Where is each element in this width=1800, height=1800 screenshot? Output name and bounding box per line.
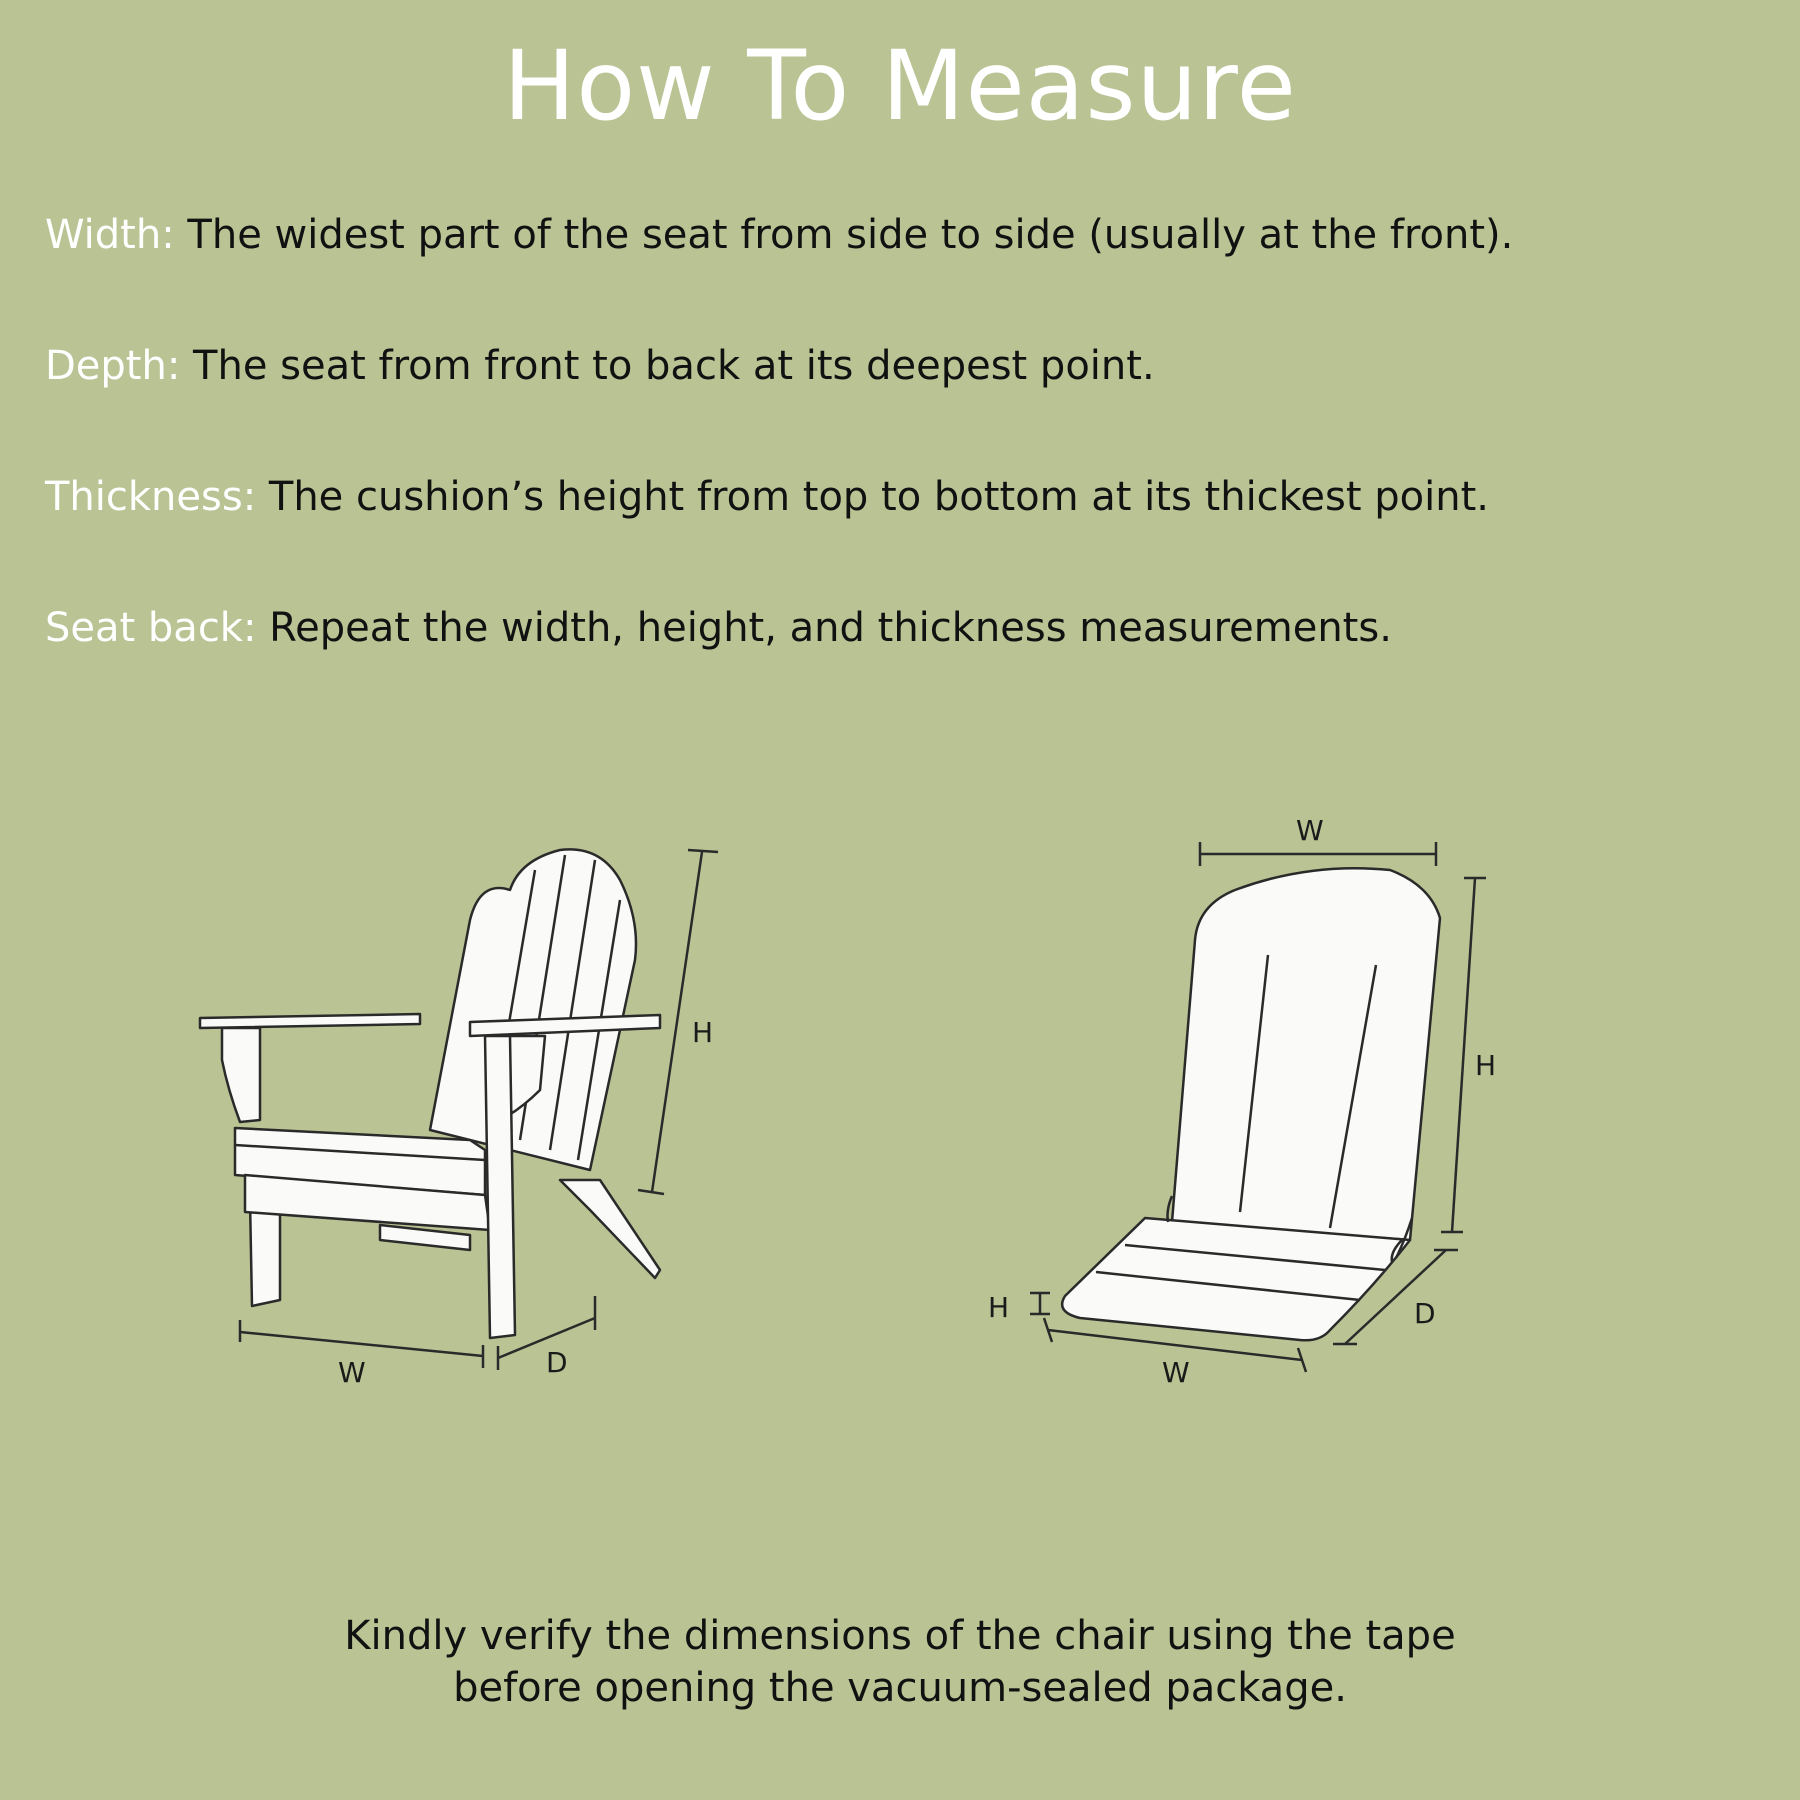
page-title: How To Measure <box>503 30 1297 142</box>
definition-text: The seat from front to back at its deepest point. <box>193 343 1155 389</box>
chair-front-leg <box>485 1036 515 1338</box>
definition-term: Seat back: <box>45 605 257 651</box>
definition-term: Depth: <box>45 343 181 389</box>
chair-width-line <box>240 1332 483 1356</box>
chair-arm-support <box>222 1028 260 1122</box>
cushion-back <box>1172 868 1440 1240</box>
definition-term: Thickness: <box>45 474 257 520</box>
chair-backrest <box>430 849 636 1170</box>
verification-note <box>0 1610 1800 1714</box>
chair-height-tick <box>688 850 718 852</box>
cushion-seat-width-label: W <box>1162 1356 1190 1389</box>
definition-text: The cushion’s height from top to bottom at its thickest point. <box>268 474 1489 520</box>
chair-depth-label: D <box>546 1346 568 1379</box>
definition-term: Width: <box>45 212 175 258</box>
chair-rear-leg <box>560 1180 660 1278</box>
note-line-2: before opening the vacuum-sealed package. <box>453 1665 1347 1711</box>
cushion-back-height-label: H <box>1475 1049 1497 1082</box>
cushion-thickness-label: H <box>988 1291 1010 1324</box>
chair-width-label: W <box>338 1356 366 1389</box>
cushion-back-width-label: W <box>1296 814 1324 847</box>
chair-armrest-left <box>200 1014 420 1028</box>
note-line-1: Kindly verify the dimensions of the chair using the tape <box>344 1613 1456 1659</box>
cushion-back-height-line <box>1452 878 1475 1232</box>
definition-text: Repeat the width, height, and thickness measurements. <box>269 605 1392 651</box>
cushion-depth-label: D <box>1414 1297 1436 1330</box>
adirondack-chair-illustration <box>200 849 660 1338</box>
chair-front-leg <box>250 1200 280 1306</box>
chair-height-label: H <box>692 1016 714 1049</box>
cushion-seat <box>1062 1218 1410 1340</box>
definition-text: The widest part of the seat from side to side (usually at the front). <box>187 212 1514 258</box>
cushion-illustration <box>1062 868 1440 1340</box>
